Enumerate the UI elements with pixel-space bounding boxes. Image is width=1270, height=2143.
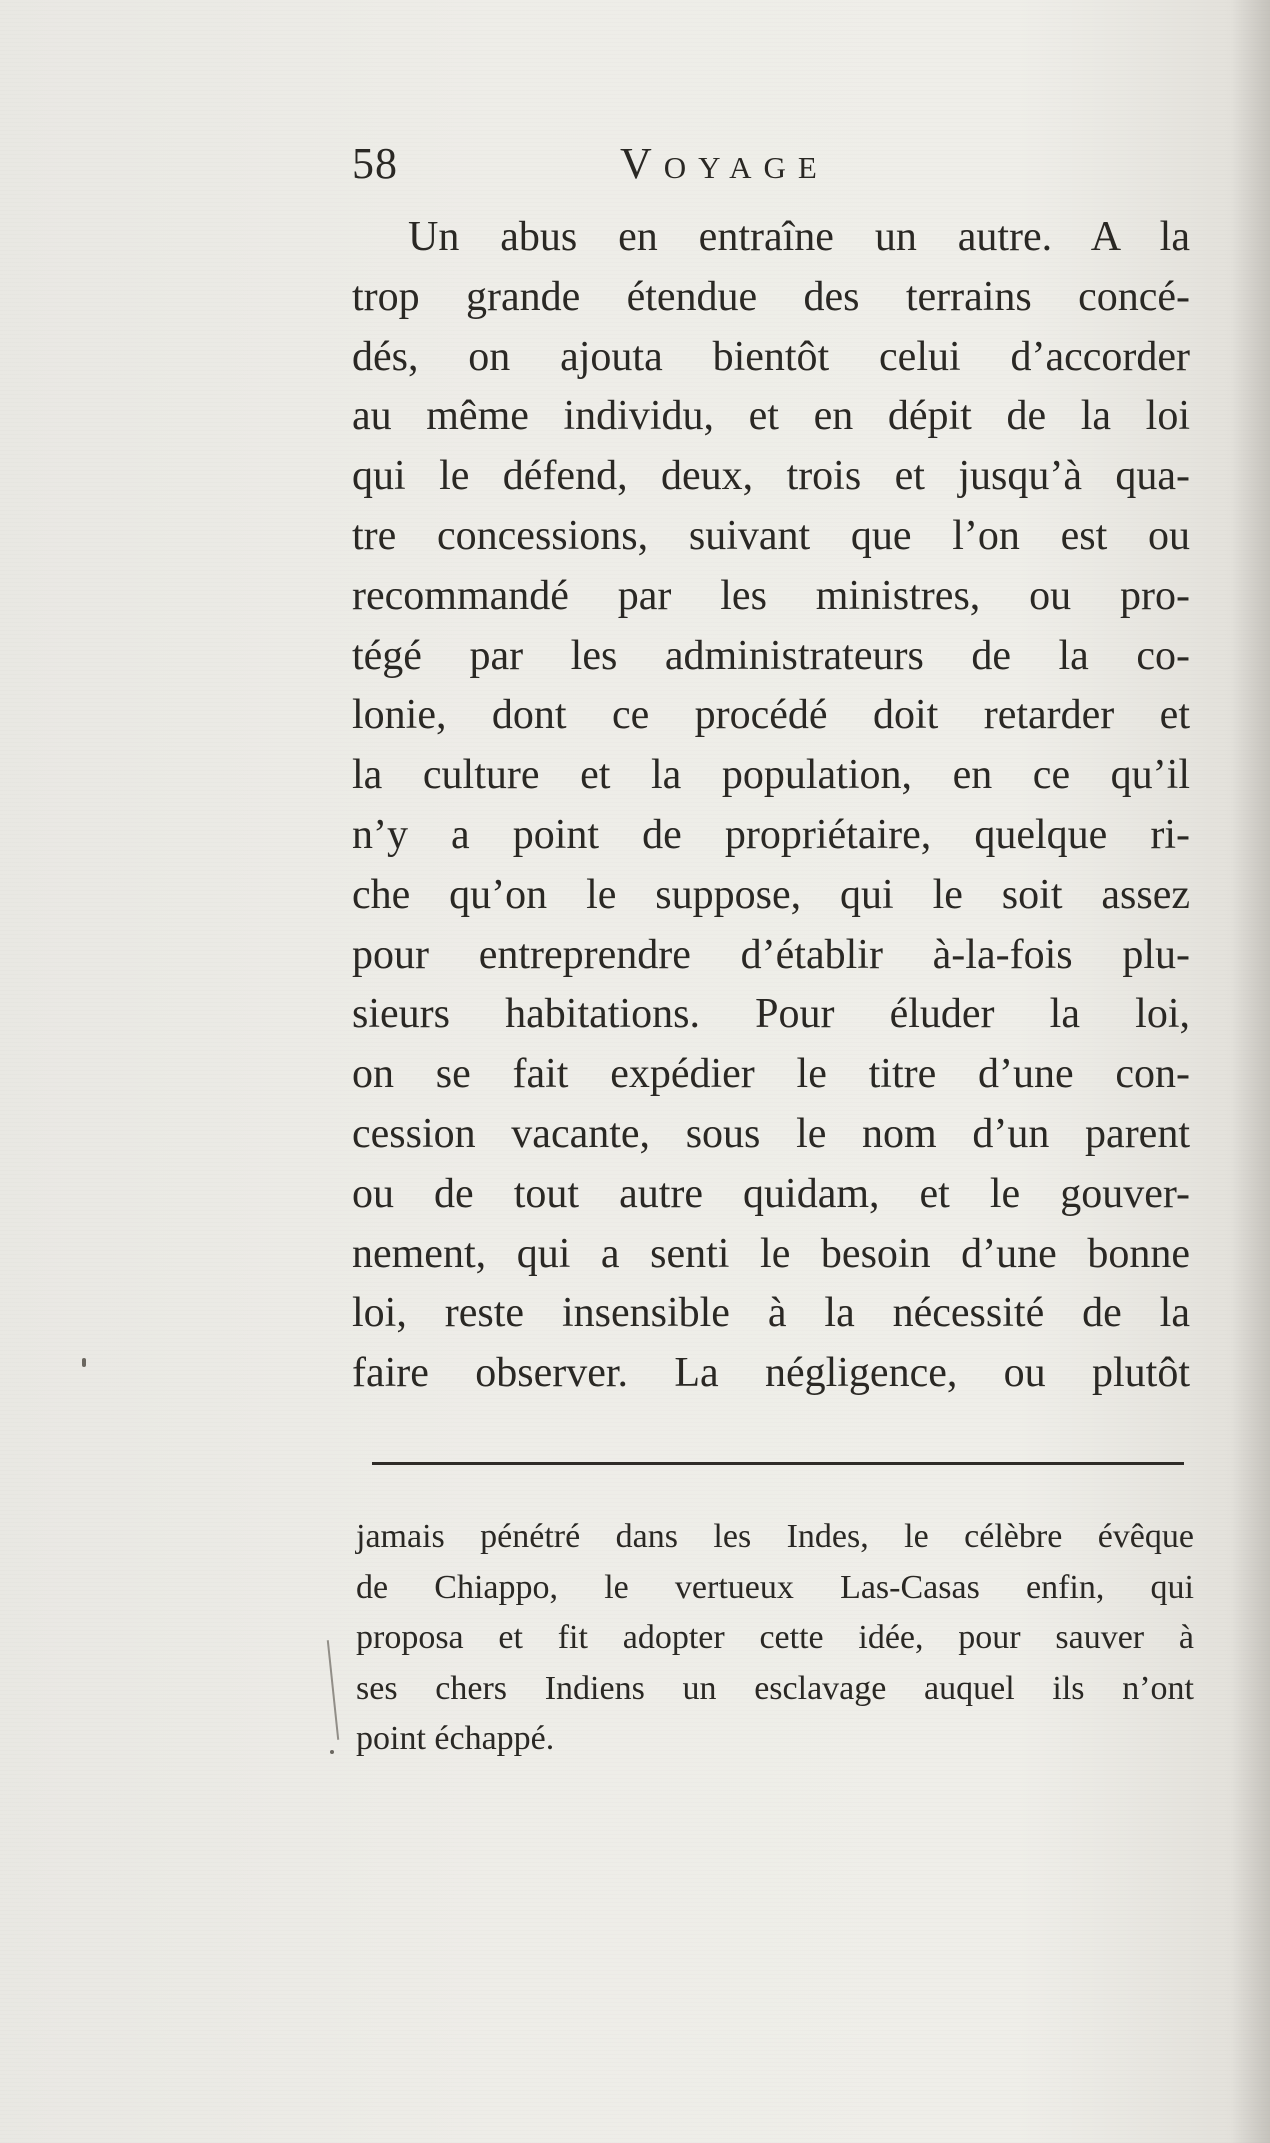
footnote-rule xyxy=(372,1462,1184,1465)
body-line: au même individu, et en dépit de la loi xyxy=(352,393,1190,440)
body-line: nement, qui a senti le besoin d’une bonne xyxy=(352,1230,1190,1277)
body-line: recommandé par les ministres, ou pro- xyxy=(352,572,1190,619)
body-line: dés, on ajouta bientôt celui d’accorder xyxy=(352,333,1190,380)
footnote-line: de Chiappo, le vertueux Las-Casas enfin, qui xyxy=(356,1568,1194,1606)
body-line: sieurs habitations. Pour éluder la loi, xyxy=(352,991,1190,1038)
body-line: trop grande étendue des terrains concé- xyxy=(352,273,1190,320)
body-line: n’y a point de propriétaire, quelque ri- xyxy=(352,811,1190,858)
body-line: tégé par les administrateurs de la co- xyxy=(352,632,1190,679)
body-line: faire observer. La négligence, ou plutôt xyxy=(352,1350,1190,1397)
footnote xyxy=(356,1512,1194,1765)
footnote-line: ses chers Indiens un esclavage auquel ils n’ont xyxy=(356,1669,1194,1707)
page-header xyxy=(352,138,1192,198)
body-line: Un abus en entraîne un autre. A la xyxy=(408,214,1190,260)
body-line: pour entreprendre d’établir à-la-fois plu- xyxy=(352,931,1190,978)
footnote-line: point échappé. xyxy=(356,1720,555,1757)
page-number: 58 xyxy=(352,139,398,188)
body-line: on se fait expédier le titre d’une con- xyxy=(352,1051,1190,1098)
body-paragraph xyxy=(352,208,1190,1404)
body-line: tre concessions, suivant que l’on est ou xyxy=(352,512,1190,559)
margin-ink-mark xyxy=(327,1640,339,1740)
footnote-line: proposa et fit adopter cette idée, pour sauver à xyxy=(356,1619,1194,1656)
body-line: che qu’on le suppose, qui le soit assez xyxy=(352,871,1190,918)
body-line: cession vacante, sous le nom d’un parent xyxy=(352,1110,1190,1157)
page-gutter-shadow xyxy=(1230,0,1270,2143)
running-head: Voyage xyxy=(620,139,829,188)
footnote-line: jamais pénétré dans les Indes, le célèbre évêque xyxy=(356,1518,1194,1555)
body-line: ou de tout autre quidam, et le gouver- xyxy=(352,1170,1190,1217)
margin-ink-mark xyxy=(82,1358,86,1367)
body-line: qui le défend, deux, trois et jusqu’à qua- xyxy=(352,453,1190,500)
body-line: la culture et la population, en ce qu’il xyxy=(352,752,1190,799)
margin-ink-mark xyxy=(330,1750,334,1754)
body-line: loi, reste insensible à la nécessité de la xyxy=(352,1290,1190,1337)
body-line: lonie, dont ce procédé doit retarder et xyxy=(352,692,1190,739)
